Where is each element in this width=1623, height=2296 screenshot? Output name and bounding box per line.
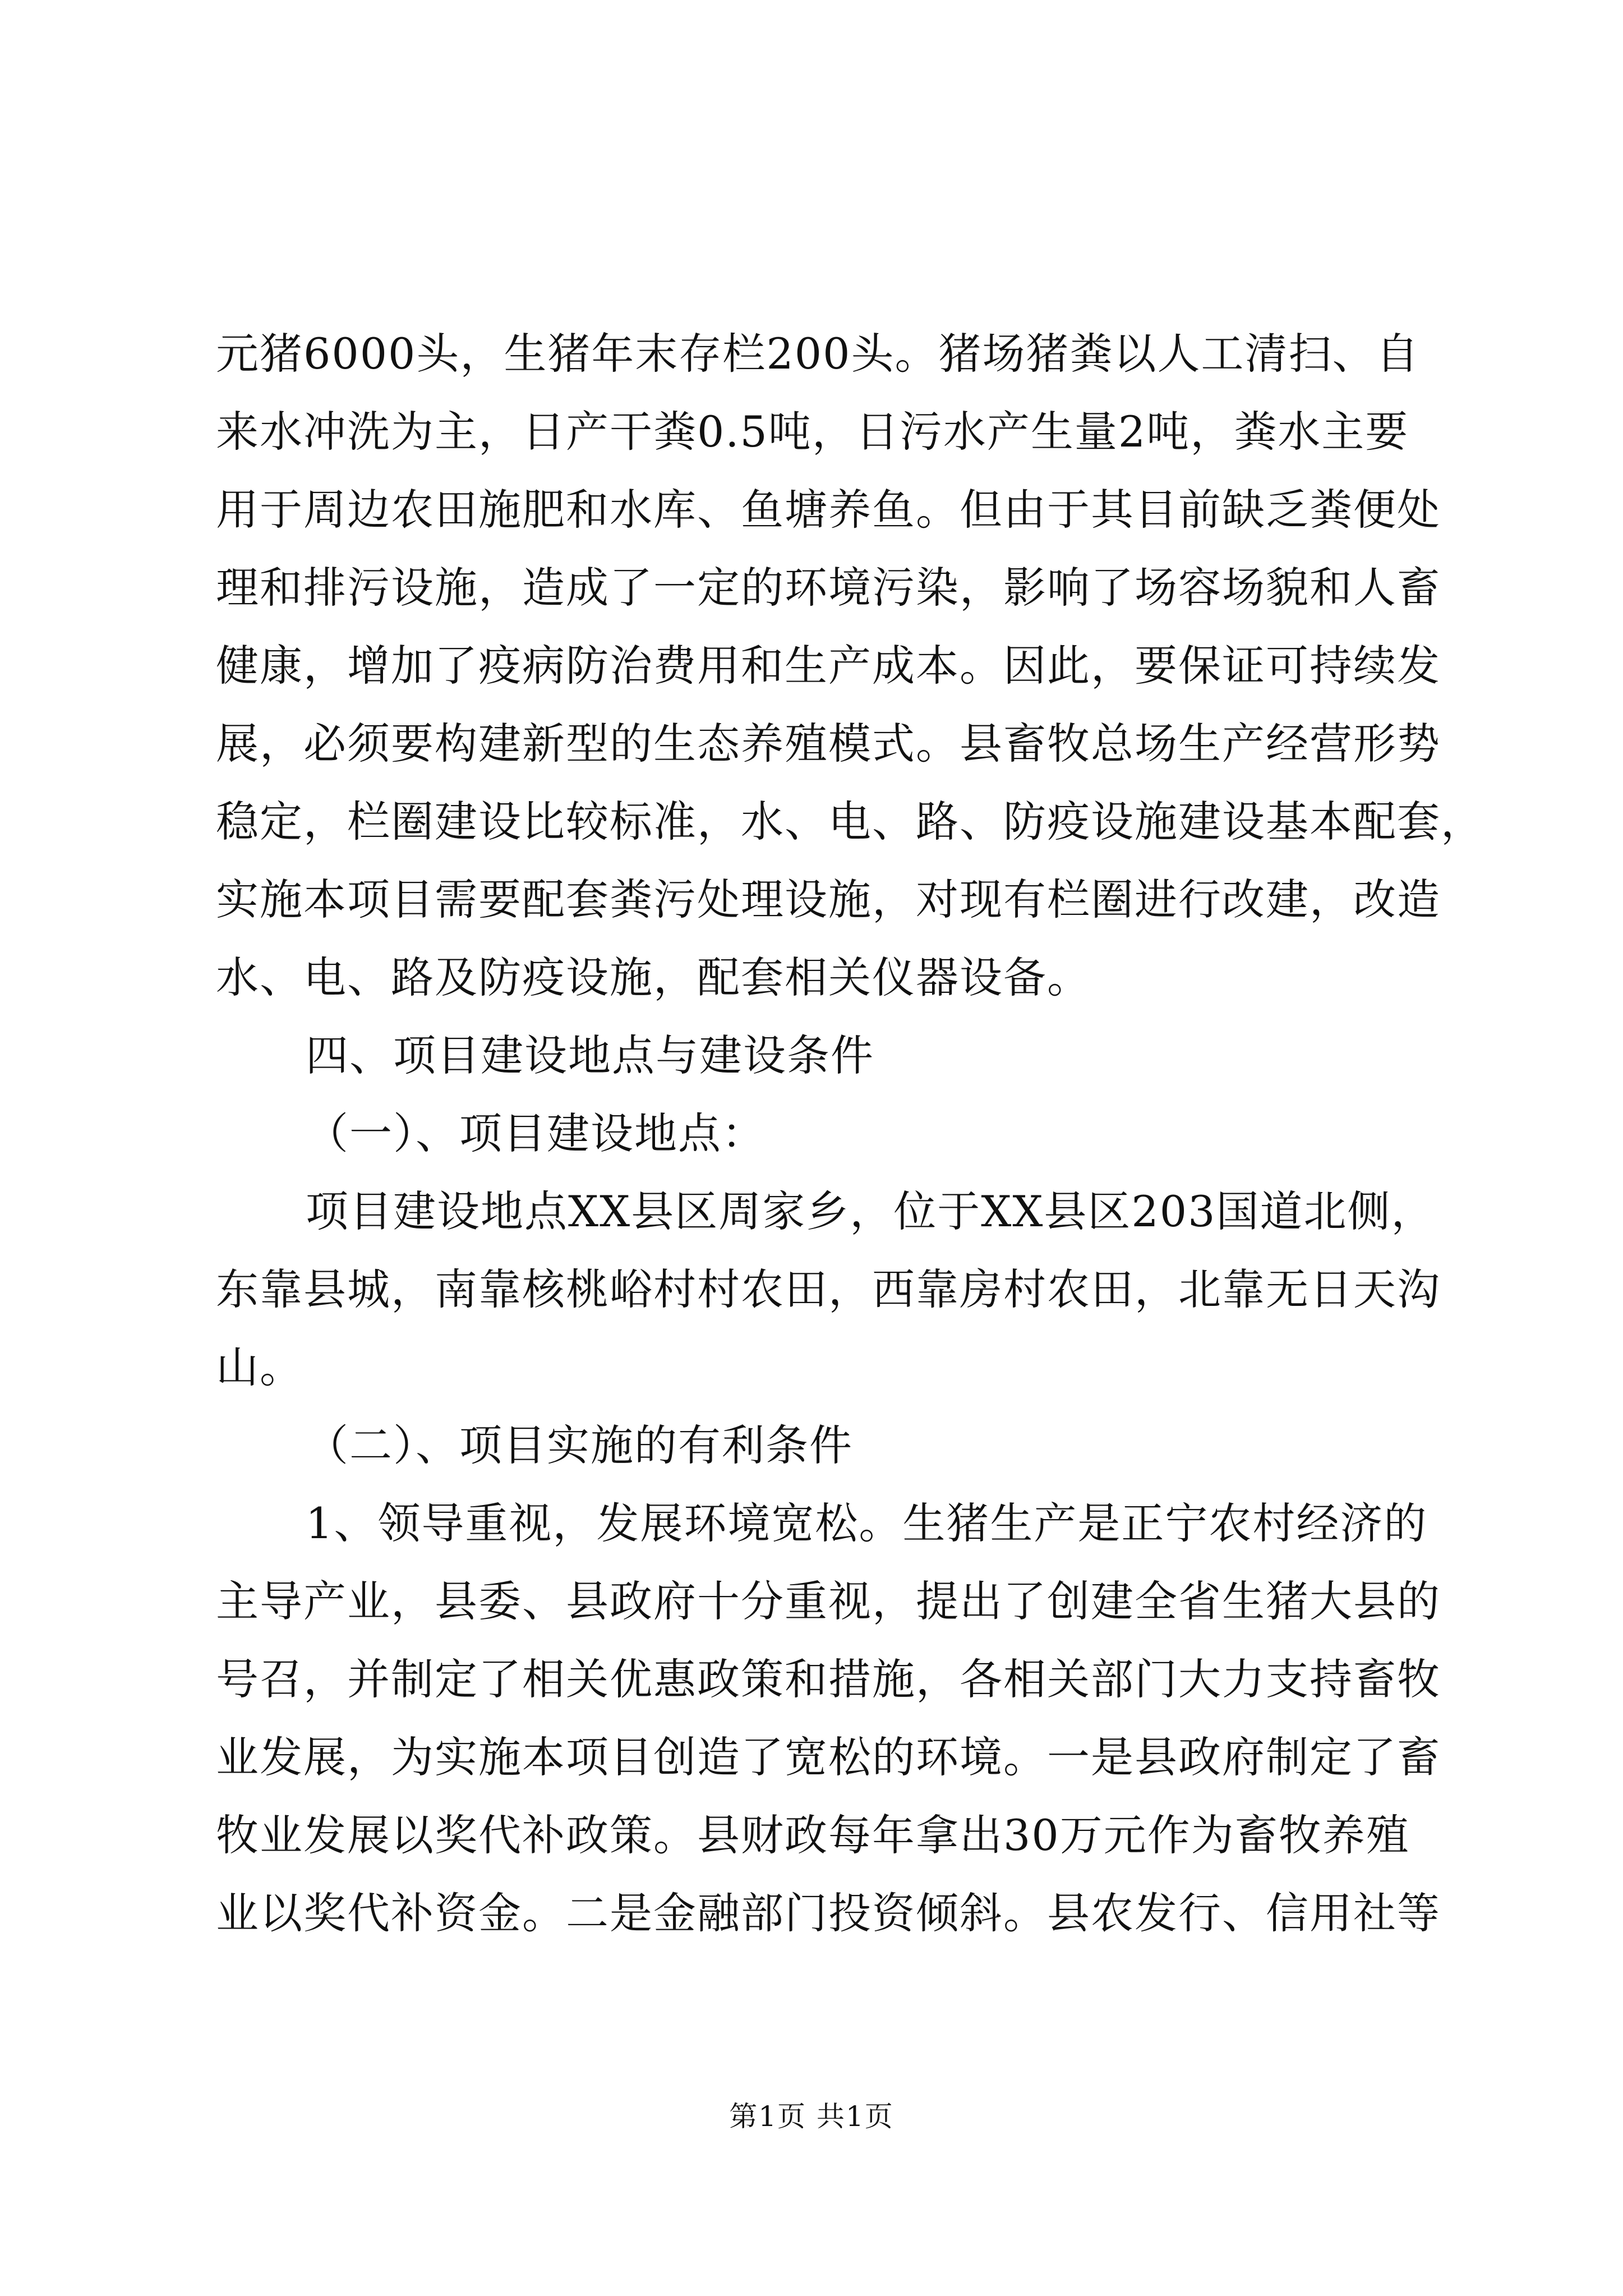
body-line: 牧业发展以奖代补政策。县财政每年拿出30万元作为畜牧养殖: [216, 1810, 1410, 1860]
body-line: 1、领导重视，发展环境宽松。生猪生产是正宁农村经济的: [306, 1498, 1428, 1548]
body-line: 业以奖代补资金。二是金融部门投资倾斜。县农发行、信用社等: [216, 1888, 1441, 1938]
body-line: 号召，并制定了相关优惠政策和措施，各相关部门大力支持畜牧: [216, 1654, 1441, 1704]
body-line: 用于周边农田施肥和水库、鱼塘养鱼。但由于其目前缺乏粪便处: [216, 485, 1441, 535]
page-footer: 第1页 共1页: [729, 2100, 894, 2133]
body-line: 展，必须要构建新型的生态养殖模式。县畜牧总场生产经营形势: [216, 719, 1441, 769]
body-line: 稳定，栏圈建设比较标准，水、电、路、防疫设施建设基本配套，: [216, 797, 1484, 846]
body-line: 健康，增加了疫病防治费用和生产成本。因此，要保证可持续发: [216, 641, 1441, 691]
body-line: 实施本项目需要配套粪污处理设施，对现有栏圈进行改建，改造: [216, 875, 1441, 924]
body-line: 山。: [216, 1342, 303, 1392]
subsection-heading: （一）、项目建设地点：: [306, 1108, 766, 1158]
subsection-heading: （二）、项目实施的有利条件: [306, 1420, 853, 1470]
body-line: 项目建设地点XX县区周家乡，位于XX县区203国道北侧，: [306, 1186, 1435, 1236]
body-line: 东靠县城，南靠核桃峪村村农田，西靠房村农田，北靠无日天沟: [216, 1264, 1441, 1314]
body-line: 业发展，为实施本项目创造了宽松的环境。一是县政府制定了畜: [216, 1732, 1441, 1782]
body-line: 主导产业，县委、县政府十分重视，提出了创建全省生猪大县的: [216, 1576, 1441, 1626]
body-line: 来水冲洗为主，日产干粪0.5吨，日污水产生量2吨，粪水主要: [216, 407, 1409, 457]
body-line: 理和排污设施，造成了一定的环境污染，影响了场容场貌和人畜: [216, 563, 1441, 613]
body-line: 元猪6000头，生猪年末存栏200头。猪场猪粪以人工清扫、自: [216, 329, 1420, 379]
section-heading: 四、项目建设地点与建设条件: [306, 1030, 874, 1080]
body-line: 水、电、路及防疫设施，配套相关仪器设备。: [216, 953, 1091, 1002]
